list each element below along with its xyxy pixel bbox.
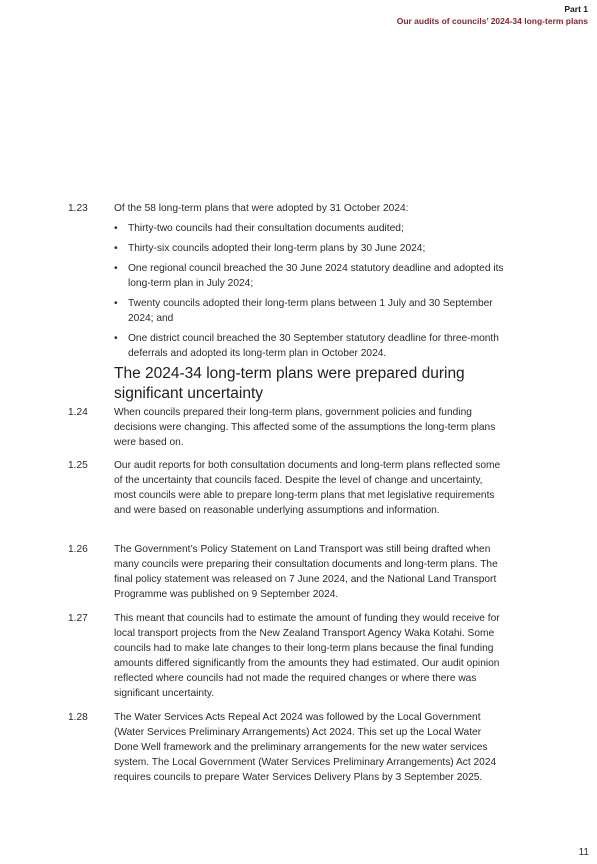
list-item: • Thirty-six councils adopted their long-term plans by 30 June 2024; (114, 243, 426, 254)
paragraph-number: 1.27 (68, 613, 88, 624)
paragraph-text: When councils prepared their long-term plans, government policies and funding decisions were changing. This affected some of the assumptions the long-term plans were based on. (114, 407, 496, 448)
paragraph-text (114, 201, 506, 361)
running-header (397, 3, 588, 27)
paragraph-number: 1.23 (68, 203, 88, 214)
paragraph-number: 1.25 (68, 460, 88, 471)
section-heading: The 2024-34 long-term plans were prepared during significant uncertainty (114, 365, 465, 402)
bullet-icon: • (114, 223, 118, 234)
page-number: 11 (578, 847, 589, 858)
paragraph-text: The Water Services Acts Repeal Act 2024 was followed by the Local Government (Water Services Preliminary Arrangements) Act 2024. This set up the Local Water Done Well framework and the preliminary arrangements for the new water services system. The Local Government (Water Services Preliminary Arrangements) Act 2024 requires councils to prepare Water Services Delivery Plans by 3 September 2025. (114, 712, 497, 783)
paragraph-number: 1.28 (68, 712, 88, 723)
paragraph-text: Our audit reports for both consultation documents and long-term plans reflected some of the uncertainty that councils faced. Despite the level of change and uncertainty, most councils were able to prepare long-term plans that met legislative requirements and were based on reasonable underlying assumptions and information. (114, 460, 501, 516)
list-intro: Of the 58 long-term plans that were adopted by 31 October 2024: (114, 203, 409, 214)
paragraph-text: This meant that councils had to estimate the amount of funding they would receive for local transport projects from the New Zealand Transport Agency Waka Kotahi. Some councils had to make late changes to their long-term plans because the final funding amounts differed significantly from the amounts they had estimated. Our audit opinion reflected where councils had not made the required changes or where there was significant uncertainty. (114, 613, 500, 699)
list-item: • One district council breached the 30 September statutory deadline for three-month deferrals and adopted its long-term plan in October 2024. (114, 333, 499, 359)
list-item: • One regional council breached the 30 June 2024 statutory deadline and adopted its long-term plan in July 2024; (114, 263, 504, 289)
paragraph-number: 1.26 (68, 544, 88, 555)
bullet-icon: • (114, 263, 118, 274)
paragraph-text: The Government’s Policy Statement on Land Transport was still being drafted when many councils were preparing their consultation documents and long-term plans. The final policy statement was released on 7 June 2024, and the National Land Transport Programme was published on 9 September 2024. (114, 544, 498, 600)
header-title: Our audits of councils’ 2024-34 long-term plans (396, 16, 588, 26)
list-item: • Twenty councils adopted their long-term plans between 1 July and 30 September 2024; and (114, 298, 493, 324)
header-part: Part 1 (564, 4, 588, 14)
bullet-icon: • (114, 333, 118, 344)
bullet-icon: • (114, 243, 118, 254)
bullet-icon: • (114, 298, 118, 309)
list-item: • Thirty-two councils had their consultation documents audited; (114, 223, 404, 234)
bullet-list (114, 221, 506, 361)
paragraph-number: 1.24 (68, 407, 88, 418)
